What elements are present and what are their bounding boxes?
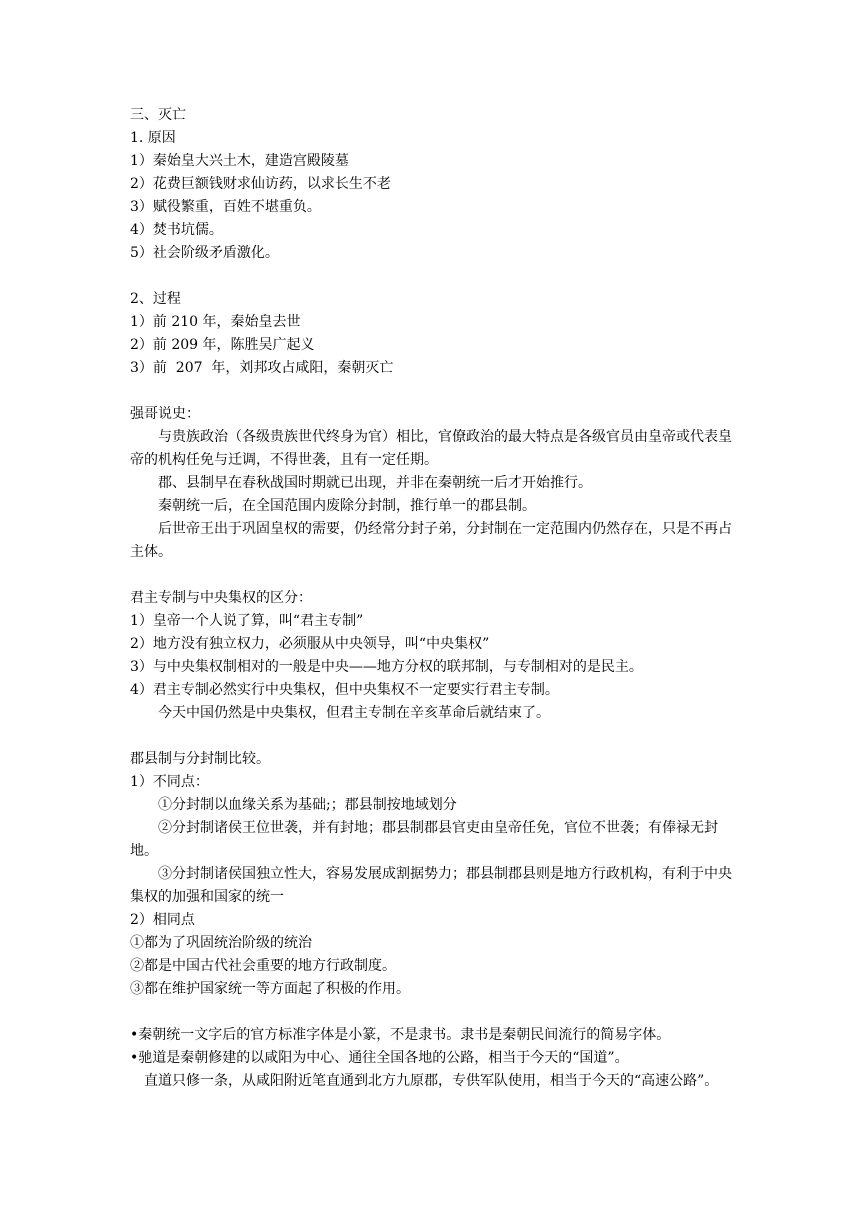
process-item: 1）前 210 年，秦始皇去世 bbox=[130, 314, 301, 330]
same-item: ③都在维护国家统一等方面起了积极的作用。 bbox=[130, 981, 410, 997]
reason-item: 5）社会阶级矛盾激化。 bbox=[130, 245, 279, 261]
spacer bbox=[130, 265, 735, 288]
note-bullet: •秦朝统一文字后的官方标准字体是小篆，不是隶书。隶书是秦朝民间流行的简易字体。 bbox=[130, 1027, 671, 1043]
process-item: 2）前 209 年，陈胜吴广起义 bbox=[130, 337, 315, 353]
spacer bbox=[130, 564, 735, 587]
same-item: ①都为了巩固统治阶级的统治 bbox=[130, 935, 312, 951]
diff-item: ③分封制诸侯国独立性大，容易发展成割据势力；郡县制郡县则是地方行政机构，有利于中央集权的加强和国家的统一 bbox=[130, 866, 732, 905]
reasons-heading: 1. 原因 bbox=[130, 130, 176, 146]
reason-item: 1）秦始皇大兴土木，建造宫殿陵墓 bbox=[130, 153, 349, 169]
process-item: 3）前 207 年，刘邦攻占咸阳，秦朝灭亡 bbox=[130, 360, 394, 376]
same-item: ②都是中国古代社会重要的地方行政制度。 bbox=[130, 958, 396, 974]
note-bullet: •驰道是秦朝修建的以咸阳为中心、通往全国各地的公路，相当于今天的“国道”。 bbox=[130, 1050, 629, 1066]
zhidao-paragraph: 直道只修一条，从咸阳附近笔直通到北方九原郡，专供军队使用，相当于今天的“高速公路”。 bbox=[144, 1073, 719, 1089]
qiangge-paragraph: 秦朝统一后，在全国范围内废除分封制，推行单一的郡县制。 bbox=[158, 498, 536, 514]
qiangge-paragraph: 郡、县制早在春秋战国时期就已出现，并非在秦朝统一后才开始推行。 bbox=[158, 475, 592, 491]
process-heading: 2、过程 bbox=[130, 291, 181, 307]
reason-item: 3）赋役繁重，百姓不堪重负。 bbox=[130, 199, 321, 215]
reason-item: 2）花费巨额钱财求仙访药，以求长生不老 bbox=[130, 176, 391, 192]
diff-item: ②分封制诸侯王位世袭，并有封地；郡县制郡县官吏由皇帝任免，官位不世袭；有俸禄无封地。 bbox=[130, 820, 718, 859]
autocracy-note: 今天中国仍然是中央集权，但君主专制在辛亥革命后就结束了。 bbox=[158, 705, 550, 721]
spacer bbox=[130, 380, 735, 403]
diff-item: ①分封制以血缘关系为基础;；郡县制按地域划分 bbox=[158, 797, 457, 813]
spacer bbox=[130, 1001, 735, 1024]
autocracy-item: 1）皇帝一个人说了算，叫“君主专制” bbox=[130, 613, 364, 629]
diff-heading: 1）不同点： bbox=[130, 774, 209, 790]
reason-item: 4）焚书坑儒。 bbox=[130, 222, 223, 238]
qiangge-heading: 强哥说史： bbox=[130, 406, 200, 422]
qiangge-paragraph: 后世帝王出于巩固皇权的需要，仍经常分封子弟，分封制在一定范围内仍然存在，只是不再占主体。 bbox=[130, 521, 732, 560]
spacer bbox=[130, 725, 735, 748]
compare-heading: 郡县制与分封制比较。 bbox=[130, 751, 270, 767]
autocracy-item: 2）地方没有独立权力，必须服从中央领导，叫“中央集权” bbox=[130, 636, 490, 652]
autocracy-item: 4）君主专制必然实行中央集权，但中央集权不一定要实行君主专制。 bbox=[130, 682, 559, 698]
document-page bbox=[130, 104, 735, 1093]
same-heading: 2）相同点 bbox=[130, 912, 195, 928]
autocracy-heading: 君主专制与中央集权的区分： bbox=[130, 590, 312, 606]
autocracy-item: 3）与中央集权制相对的一般是中央——地方分权的联邦制，与专制相对的是民主。 bbox=[130, 659, 643, 675]
qiangge-paragraph: 与贵族政治（各级贵族世代终身为官）相比，官僚政治的最大特点是各级官员由皇帝或代表皇帝的机构任免与迁调，不得世袭，且有一定任期。 bbox=[130, 429, 732, 468]
section-title: 三、灭亡 bbox=[130, 107, 186, 123]
